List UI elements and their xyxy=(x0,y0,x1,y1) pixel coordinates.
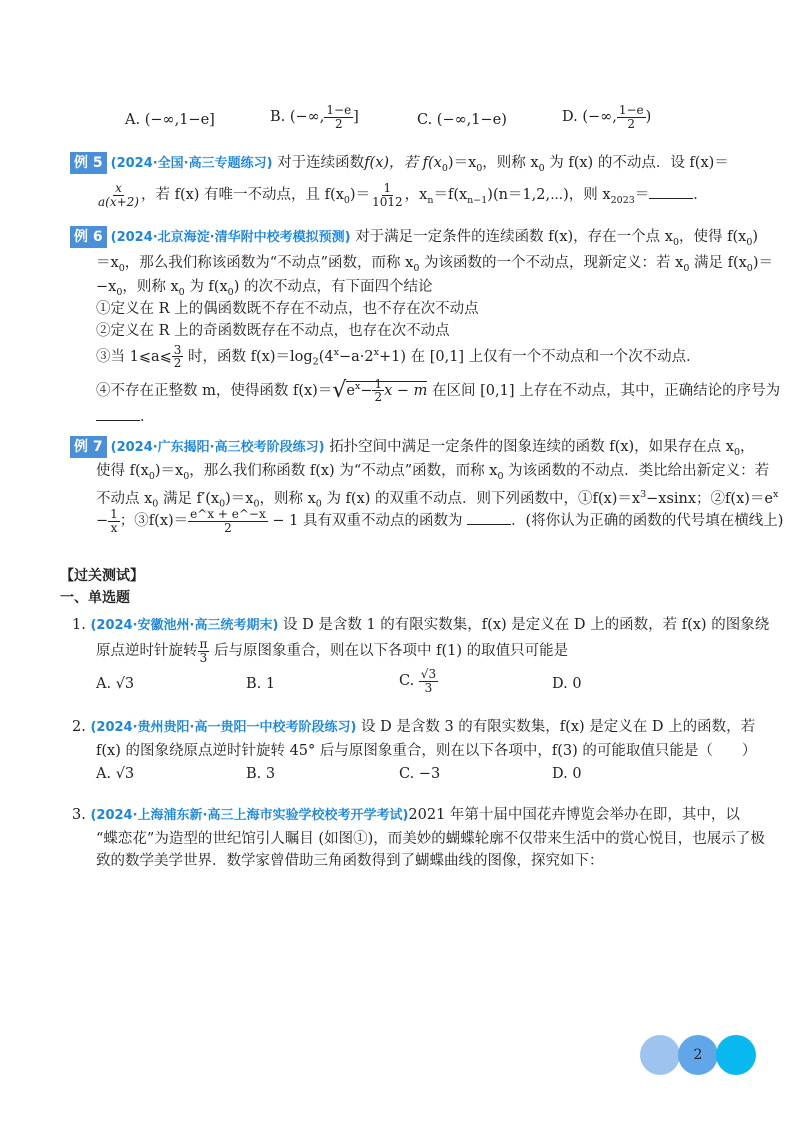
question-1-line-1: 1. (2024·安徽池州·高三统考期末) 设 D 是含数 1 的有限实数集，f(x) 是定义在 D 上的函数，若 f(x) 的图象绕 xyxy=(72,617,770,633)
page-number-badge xyxy=(640,1035,758,1075)
example-badge: 例 5 xyxy=(70,152,107,174)
option-c: C. −3 xyxy=(399,766,441,782)
badge-circle-right xyxy=(716,1035,756,1075)
option-a: A. (−∞,1−e] xyxy=(125,112,215,128)
option-a: A. √3 xyxy=(96,676,135,692)
question-2-line-2: f(x) 的图象绕原点逆时针旋转 45° 后与原图象重合，则在以下各项中，f(3) 的可能取值只能是（ ） xyxy=(96,743,757,759)
option-d: D. 0 xyxy=(552,676,582,692)
question-1-options xyxy=(96,668,696,704)
example-badge: 例 6 xyxy=(70,226,107,248)
example-source: (2024·广东揭阳·高三校考阶段练习) xyxy=(110,440,325,455)
question-source: (2024·上海浦东新·高三上海市实验学校校考开学考试) xyxy=(90,808,409,823)
example-7-line-4: − $\frac{1}{x}$ ；③f(x)＝ $\frac{e\^{}x + e\^{}-x}{2}$ − 1 具有双重不动点的函数为 ．(将你认为正确的函数的代号填在横线上) xyxy=(96,506,784,535)
example-source: (2024·北京海淀·清华附中校考模拟预测) xyxy=(110,230,351,245)
statement-1: ①定义在 R 上的偶函数既不存在不动点，也不存在次不动点 xyxy=(96,301,479,317)
example-6-answer: ． xyxy=(96,406,155,428)
example-7-line-2: 使得 $f(x_0)=x_0$，那么我们称函数 f(x) 为“不动点”函数，而称 $x_0$ 为该函数的不动点．类比给出新定义：若 xyxy=(96,463,770,482)
example-7-line-1: 例 7 (2024·广东揭阳·高三校考阶段练习) 拓扑空间中满足一定条件的图象连续的函数 f(x)，如果存在点 $x_0$， xyxy=(70,436,755,464)
answer-blank xyxy=(467,510,511,525)
option-d: D. 0 xyxy=(552,766,582,782)
option-b: B. 3 xyxy=(246,766,276,782)
question-1-line-2: 原点逆时针旋转 $\frac{\pi}{3}$ 后与原图象重合，则在以下各项中 f(1) 的取值只可能是 xyxy=(96,636,569,665)
question-2-options xyxy=(96,766,696,790)
example-6-line-2: $=x_0$，那么我们称该函数为“不动点”函数，而称 $x_0$ 为该函数的一个不动点，现新定义：若 $x_0$ 满足 $f(x_0)=$ xyxy=(96,255,773,274)
example-6-line-3: $-x_0$，则称 $x_0$ 为 $f(x_0)$ 的次不动点，有下面四个结论 xyxy=(96,279,433,298)
example-6-line-1: 例 6 (2024·北京海淀·清华附中校考模拟预测) 对于满足一定条件的连续函数 f(x)，存在一个点 $x_0$，使得 $f(x_0)$ xyxy=(70,226,758,254)
question-source: (2024·贵州贵阳·高一贵阳一中校考阶段练习) xyxy=(90,720,357,735)
section-subtitle: 一、单选题 xyxy=(60,590,130,606)
option-b: B. (−∞, $\frac{1-e}{2}$ ] xyxy=(270,103,359,131)
example-badge: 例 7 xyxy=(70,436,107,458)
top-choices xyxy=(125,104,685,138)
option-c: C. (−∞,1−e) xyxy=(417,112,507,128)
badge-circle-left xyxy=(640,1035,680,1075)
example-7-line-3: 不动点 $x_0$ 满足 $f'(x_0)=x_0$，则称 $x_0$ 为 f(x) 的双重不动点．则下列函数中，$①f(x)=x^3-xsinx$；$②f(x)=e^x$ xyxy=(96,489,779,510)
question-2-line-1: 2. (2024·贵州贵阳·高一贵阳一中校考阶段练习) 设 D 是含数 3 的有限实数集，f(x) 是定义在 D 上的函数，若 xyxy=(72,719,756,735)
option-d: D. (−∞, $\frac{1-e}{2}$ ) xyxy=(562,103,652,131)
statement-2: ②定义在 R 上的奇函数既存在不动点，也存在次不动点 xyxy=(96,323,450,339)
question-3-line-3: 致的数学美学世界．数学家曾借助三角函数得到了蝴蝶曲线的图像，探究如下： xyxy=(96,853,604,869)
question-3-line-2: “蝶恋花”为造型的世纪馆引人瞩目 (如图①)，而美妙的蝴蝶轮廓不仅带来生活中的赏心悦目，也展示了极 xyxy=(96,831,765,847)
option-a: A. √3 xyxy=(96,766,135,782)
question-source: (2024·安徽池州·高三统考期末) xyxy=(90,618,279,633)
page-number: 2 xyxy=(693,1047,703,1063)
statement-3: ③当 1⩽a⩽ $\frac{3}{2}$ 时，函数 $f(x)=\log_2(4^x-a\cdot 2^x+1)$ 在 [0,1] 上仅有一个不动点和一个次不动点． xyxy=(96,342,701,371)
option-c: C. $\frac{√3}{3}$ xyxy=(399,667,437,695)
example-source: (2024·全国·高三专题练习) xyxy=(110,156,273,171)
option-b: B. 1 xyxy=(246,676,276,692)
example-5-line-1: 例 5 (2024·全国·高三专题练习) 对于连续函数f(x)，若 $f(x_0)=x_0$，则称 $x_0$ 为 f(x) 的不动点．设 f(x)＝ xyxy=(70,152,729,180)
answer-blank xyxy=(96,406,140,421)
answer-blank xyxy=(649,184,693,199)
section-title: 【过关测试】 xyxy=(60,568,144,584)
question-3-line-1: 3. (2024·上海浦东新·高三上海市实验学校校考开学考试)2021 年第十届中国花卉博览会举办在即，其中，以 xyxy=(72,807,740,823)
example-5-line-2: $\frac{x}{a(x+2)}$ ，若 f(x) 有唯一不动点，且 $f(x_0)=$ $\frac{1}{1012}$ ，$x_n=f(x_{n-1})(n=1,2,\cdots)$，则 $x_{2023}=$ ． xyxy=(98,180,708,209)
statement-4: ④不存在正整数 m，使得函数 $f(x)=√e^x-$ $\frac{1}{2}$ x − m 在区间 [0,1] 上存在不动点，其中，正确结论的序号为 xyxy=(96,376,781,405)
